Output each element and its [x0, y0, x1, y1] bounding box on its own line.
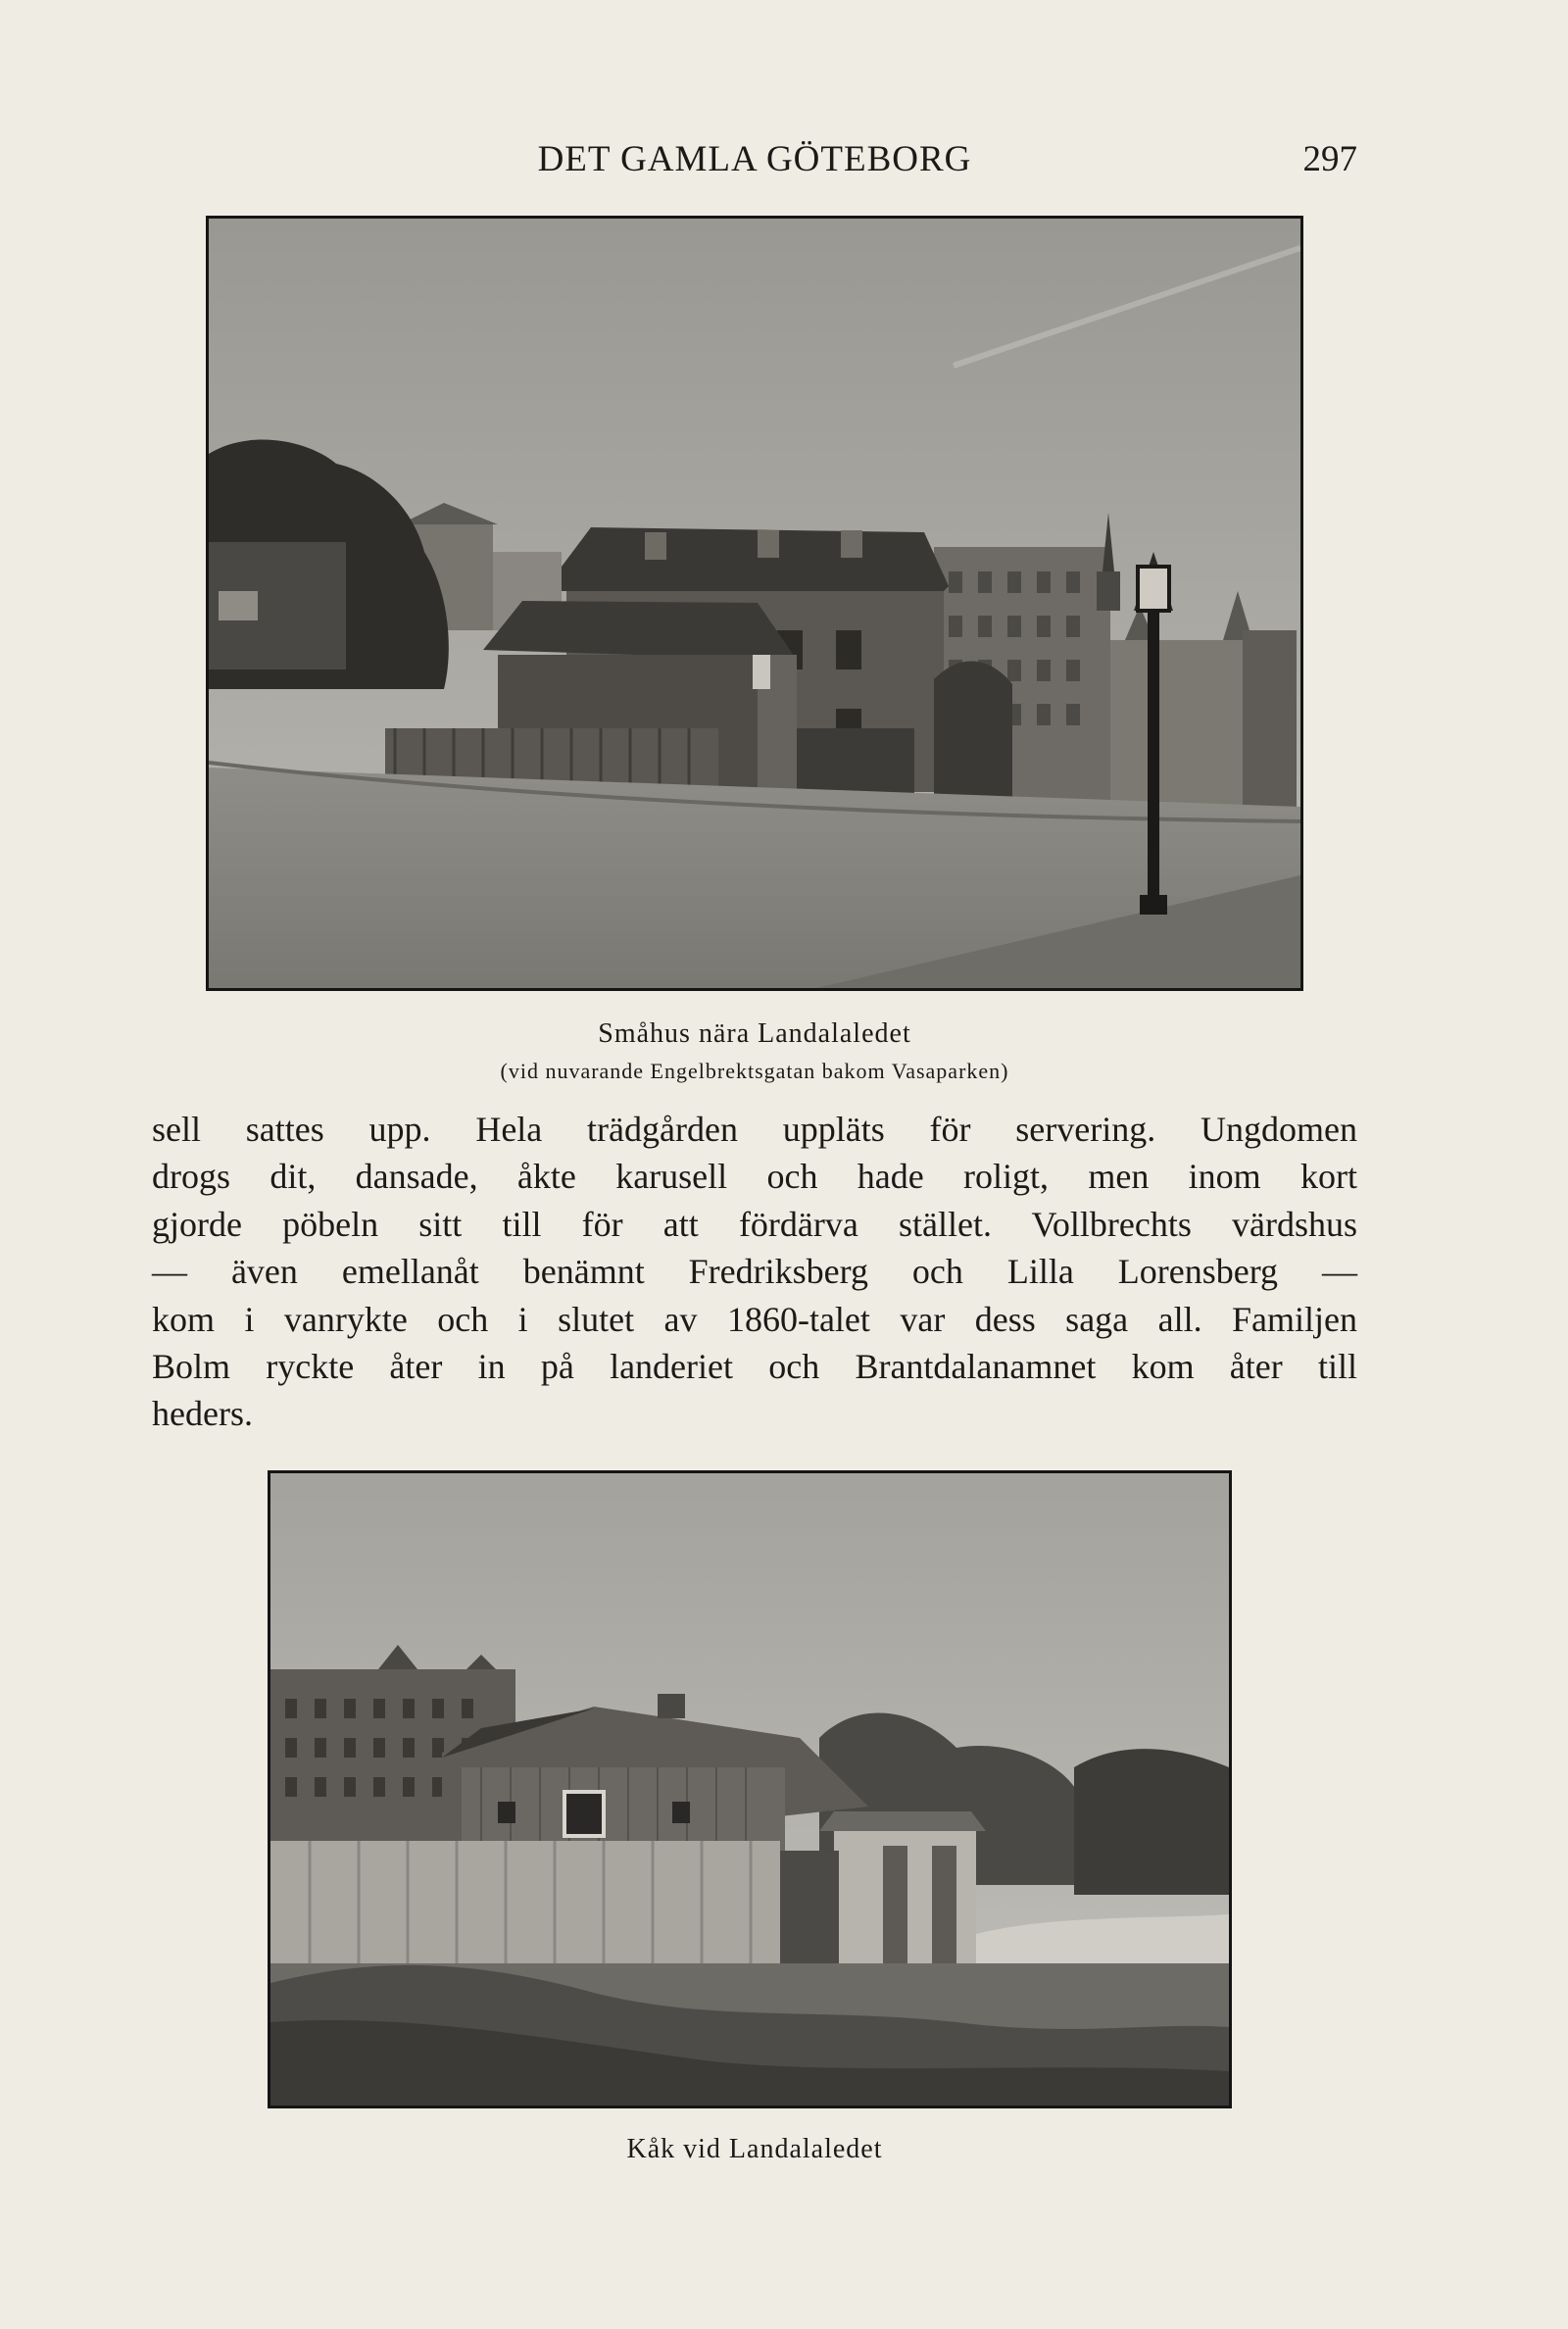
text-line: kom i vanrykte och i slutet av 1860-talet var dess saga all. Familjen: [152, 1299, 1357, 1339]
running-head: [152, 135, 1357, 184]
figure-1-caption: Småhus nära Landalaledet: [598, 1018, 911, 1049]
figure-2-caption: Kåk vid Landalaledet: [626, 2134, 883, 2164]
photo-shack: [268, 1470, 1232, 2108]
page-number: 297: [1302, 139, 1357, 179]
text-line: sell sattes upp. Hela trädgården uppläts för servering. Ungdomen: [152, 1110, 1357, 1149]
text-line: — även emellanåt benämnt Fredriksberg och Lilla Lorensberg —: [152, 1252, 1357, 1292]
photo-shack-illustration: [270, 1473, 1229, 2106]
text-line: gjorde pöbeln sitt till för att fördärva stället. Vollbrechts värdshus: [152, 1204, 1357, 1244]
text-line: heders.: [152, 1394, 253, 1434]
figure-1-subcaption: (vid nuvarande Engelbrektsgatan bakom Vasaparken): [500, 1059, 1009, 1083]
photo-small-houses-illustration: [209, 219, 1300, 988]
text-line: Bolm ryckte åter in på landeriet och Brantdalanamnet kom åter till: [152, 1346, 1357, 1386]
body-paragraph: [152, 1106, 1357, 1438]
text-line: drogs dit, dansade, åkte karusell och hade roligt, men inom kort: [152, 1157, 1357, 1197]
photo-small-houses: [206, 216, 1303, 991]
running-title: DET GAMLA GÖTEBORG: [537, 139, 972, 179]
